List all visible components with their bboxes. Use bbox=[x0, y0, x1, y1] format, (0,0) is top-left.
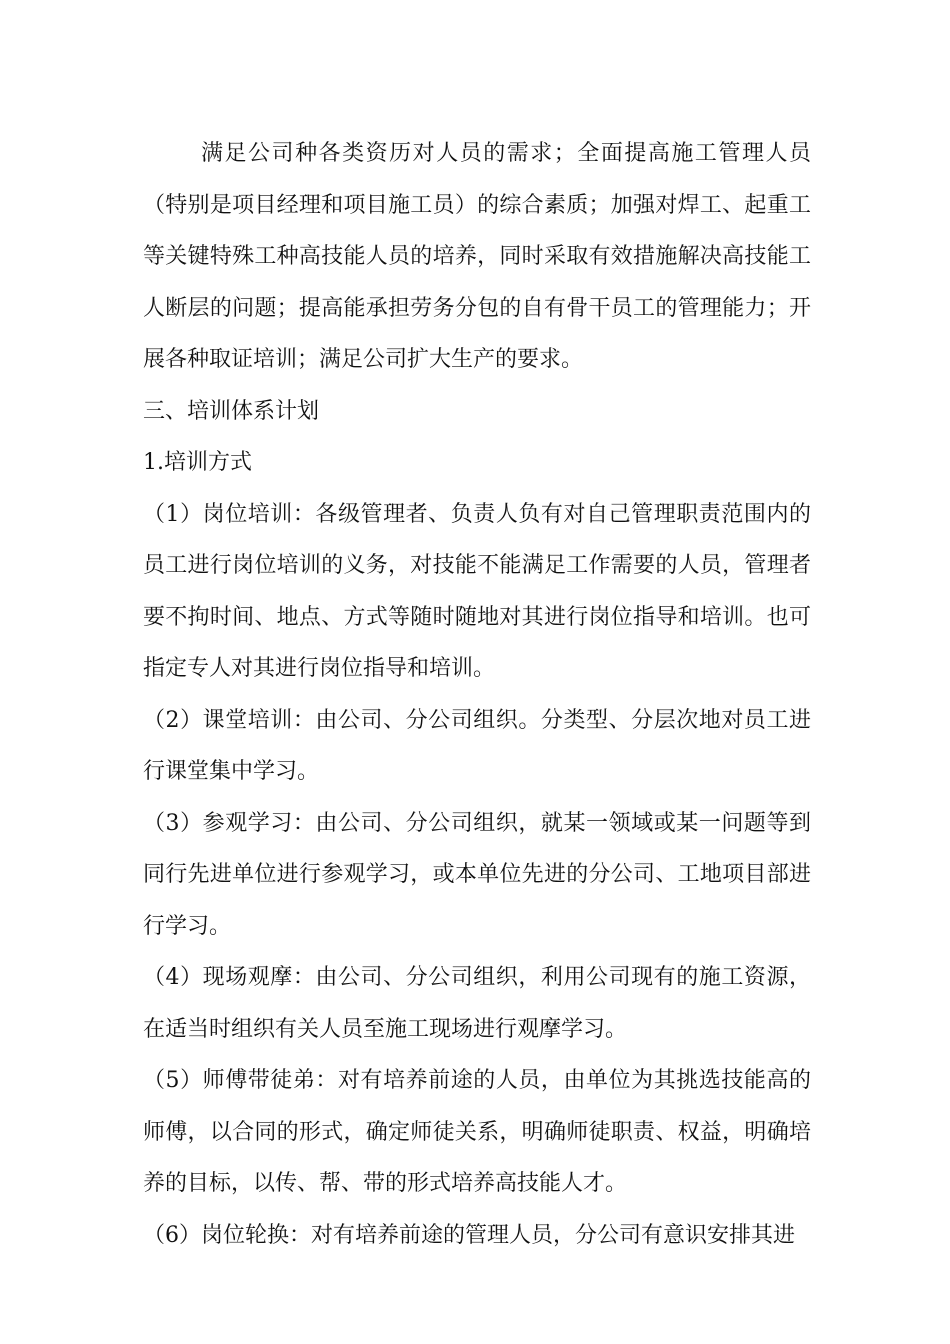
training-item-4: （4）现场观摩：由公司、分公司组织，利用公司现有的施工资源，在适当时组织有关人员至施工现场进行观摩学习。 bbox=[143, 965, 811, 1042]
section-heading: 三、培训体系计划 bbox=[143, 398, 320, 424]
training-item-5: （5）师傅带徒弟：对有培养前途的人员，由单位为其挑选技能高的师傅，以合同的形式，确定师徒关系，明确师徒职责、权益，明确培养的目标，以传、帮、带的形式培养高技能人才。 bbox=[143, 1068, 811, 1196]
intro-paragraph: 满足公司种各类资历对人员的需求；全面提高施工管理人员（特别是项目经理和项目施工员）的综合素质；加强对焊工、起重工等关键特殊工种高技能人员的培养，同时采取有效措施解决高技能工人断层的问题；提高能承担劳务分包的自有骨干员工的管理能力；开展各种取证培训；满足公司扩大生产的要求。 bbox=[143, 141, 811, 372]
document-body bbox=[143, 128, 811, 1261]
training-item-3: （3）参观学习：由公司、分公司组织，就某一领域或某一问题等到同行先进单位进行参观学习，或本单位先进的分公司、工地项目部进行学习。 bbox=[143, 810, 811, 939]
subsection-heading: 1.培训方式 bbox=[143, 450, 252, 475]
training-item-6: （6）岗位轮换：对有培养前途的管理人员，分公司有意识安排其进 bbox=[143, 1222, 795, 1248]
training-item-2: （2）课堂培训：由公司、分公司组织。分类型、分层次地对员工进行课堂集中学习。 bbox=[143, 707, 811, 784]
training-item-1: （1）岗位培训：各级管理者、负责人负有对自己管理职责范围内的员工进行岗位培训的义务，对技能不能满足工作需要的人员，管理者要不拘时间、地点、方式等随时随地对其进行岗位指导和培训。也可指定专人对其进行岗位指导和培训。 bbox=[143, 501, 811, 681]
